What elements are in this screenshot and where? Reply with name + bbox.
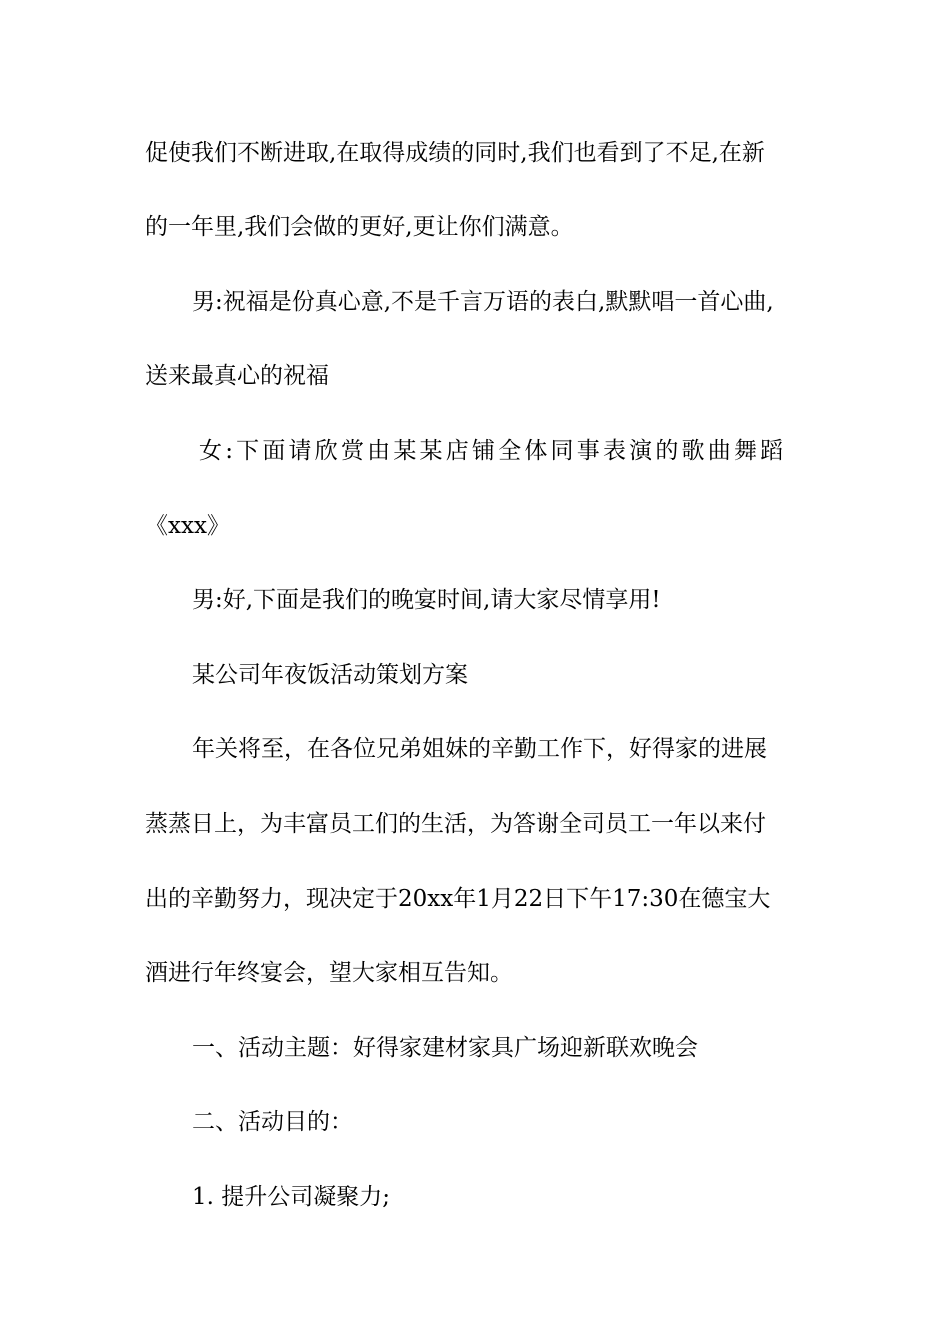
paragraph-line: 蒸蒸日上，为丰富员工们的生活，为答谢全司员工一年以来付 (145, 811, 766, 837)
text-line: 促使我们不断进取,在取得成绩的同时,我们也看到了不足,在新 (145, 140, 765, 166)
text-line: 《xxx》 (145, 513, 230, 539)
list-item: 1. 提升公司凝聚力; (192, 1184, 391, 1210)
text-line: 的一年里,我们会做的更好,更让你们满意。 (145, 214, 574, 240)
paragraph-line: 酒进行年终宴会，望大家相互告知。 (145, 960, 513, 986)
list-heading: 二、活动目的： (192, 1109, 353, 1135)
section-heading: 某公司年夜饭活动策划方案 (192, 662, 468, 688)
dialogue-line: 男:好,下面是我们的晚宴时间,请大家尽情享用! (192, 587, 661, 613)
list-heading: 一、活动主题：好得家建材家具广场迎新联欢晚会 (192, 1035, 698, 1061)
paragraph-line: 出的辛勤努力，现决定于20xx年1月22日下午17:30在德宝大 (145, 886, 771, 912)
text-line: 送来最真心的祝福 (145, 363, 329, 389)
dialogue-line: 男:祝福是份真心意,不是千言万语的表白,默默唱一首心曲, (192, 289, 774, 315)
paragraph-line: 年关将至，在各位兄弟姐妹的辛勤工作下，好得家的进展 (192, 736, 767, 762)
dialogue-line: 女:下面请欣赏由某某店铺全体同事表演的歌曲舞蹈 (199, 438, 787, 464)
